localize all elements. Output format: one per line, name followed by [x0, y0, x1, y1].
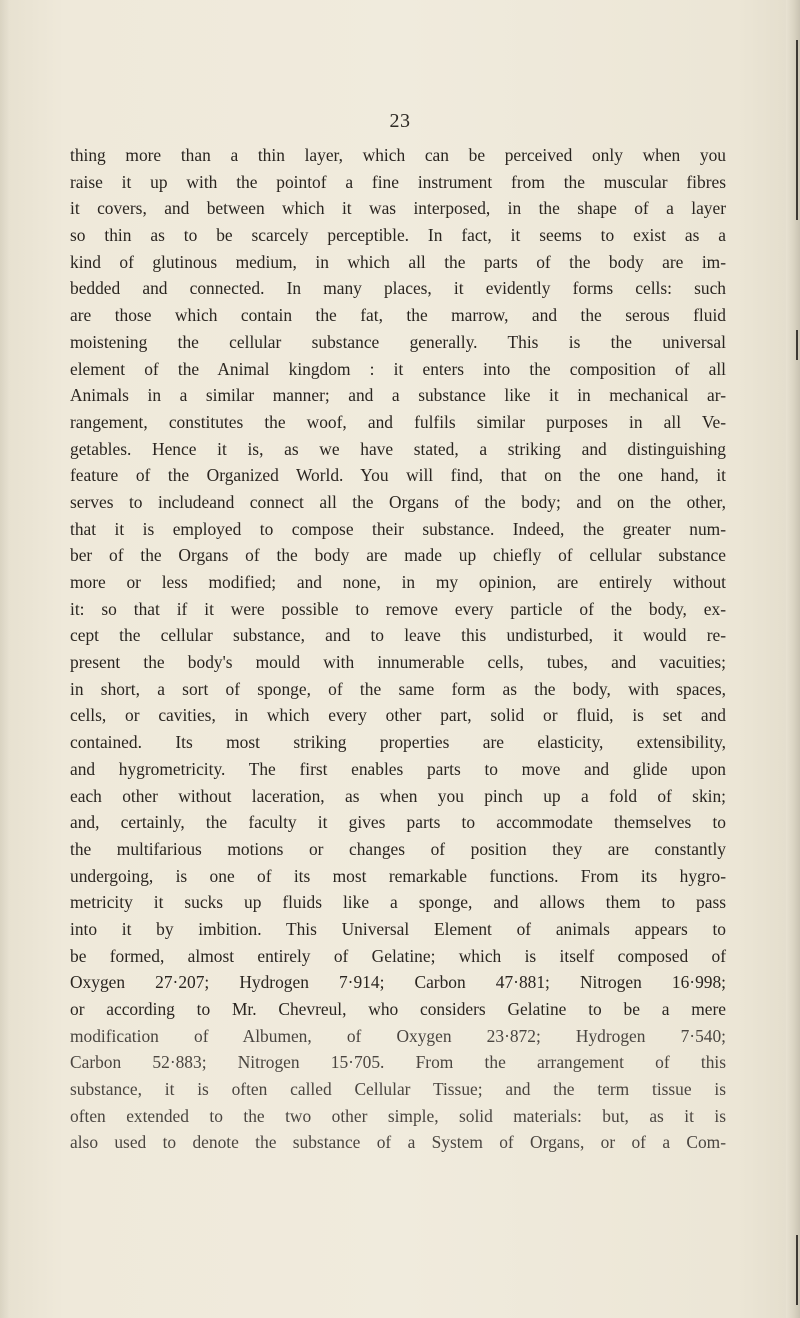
- text-line: also used to denote the substance of a System of Organs, or of a Com-: [70, 1132, 726, 1153]
- text-line: so thin as to be scarcely perceptible. In fact, it seems to exist as a: [70, 225, 726, 246]
- text-line: Animals in a similar manner; and a substance like it in mechanical ar-: [70, 385, 726, 406]
- text-line: often extended to the two other simple, solid materials: but, as it is: [70, 1105, 726, 1126]
- text-line: contained. Its most striking properties are elasticity, extensibility,: [70, 732, 726, 753]
- text-line: and, certainly, the faculty it gives parts to accommodate themselves to: [70, 812, 726, 833]
- text-line: ber of the Organs of the body are made up chiefly of cellular substance: [70, 545, 726, 566]
- text-line: be formed, almost entirely of Gelatine; which is itself composed of: [70, 945, 726, 966]
- page-number: 23: [389, 110, 411, 132]
- text-line: cells, or cavities, in which every other part, solid or fluid, is set and: [70, 705, 726, 726]
- edge-scan-mark: [796, 330, 798, 360]
- text-line: rangement, constitutes the woof, and fulfils similar purposes in all Ve-: [70, 411, 726, 432]
- text-line: present the body's mould with innumerable cells, tubes, and vacuities;: [70, 652, 726, 673]
- text-line: thing more than a thin layer, which can be perceived only when you: [70, 145, 726, 165]
- text-line: it covers, and between which it was interposed, in the shape of a layer: [70, 198, 726, 219]
- text-line: kind of glutinous medium, in which all the parts of the body are im-: [70, 251, 726, 272]
- text-line: bedded and connected. In many places, it evidently forms cells: such: [70, 278, 726, 299]
- text-line: element of the Animal kingdom : it enters into the composition of all: [70, 358, 726, 379]
- text-line: that it is employed to compose their substance. Indeed, the greater num-: [70, 518, 726, 539]
- text-line: undergoing, is one of its most remarkable functions. From its hygro-: [70, 865, 726, 886]
- text-line: Carbon 52·883; Nitrogen 15·705. From the arrangement of this: [70, 1052, 726, 1073]
- body-text: [70, 142, 726, 1156]
- text-line: raise it up with the pointof a fine instrument from the muscular fibres: [70, 171, 726, 192]
- text-line: getables. Hence it is, as we have stated, a striking and distinguishing: [70, 438, 726, 459]
- text-line: in short, a sort of sponge, of the same form as the body, with spaces,: [70, 678, 726, 699]
- text-line: modification of Albumen, of Oxygen 23·872; Hydrogen 7·540;: [70, 1025, 726, 1046]
- text-line: into it by imbition. This Universal Element of animals appears to: [70, 918, 726, 939]
- text-line: and hygrometricity. The first enables parts to move and glide upon: [70, 758, 726, 779]
- text-line: it: so that if it were possible to remove every particle of the body, ex-: [70, 598, 726, 619]
- text-line: more or less modified; and none, in my opinion, are entirely without: [70, 572, 726, 592]
- text-line: cept the cellular substance, and to leave this undisturbed, it would re-: [70, 625, 726, 646]
- text-line: are those which contain the fat, the marrow, and the serous fluid: [70, 305, 726, 326]
- text-line: serves to includeand connect all the Organs of the body; and on the other,: [70, 491, 726, 512]
- text-line: moistening the cellular substance generally. This is the universal: [70, 331, 726, 352]
- text-line: metricity it sucks up fluids like a sponge, and allows them to pass: [70, 892, 726, 913]
- text-line: the multifarious motions or changes of position they are constantly: [70, 838, 726, 859]
- text-line: or according to Mr. Chevreul, who considers Gelatine to be a mere: [70, 999, 726, 1019]
- page-edge: [786, 0, 800, 1318]
- text-line: Oxygen 27·207; Hydrogen 7·914; Carbon 47·881; Nitrogen 16·998;: [70, 972, 726, 993]
- page-gutter-shadow: [0, 0, 10, 1318]
- edge-scan-mark: [796, 1235, 798, 1305]
- text-line: each other without laceration, as when you pinch up a fold of skin;: [70, 785, 726, 806]
- text-line: feature of the Organized World. You will find, that on the one hand, it: [70, 465, 726, 486]
- edge-scan-mark: [796, 40, 798, 220]
- text-line: substance, it is often called Cellular Tissue; and the term tissue is: [70, 1079, 726, 1100]
